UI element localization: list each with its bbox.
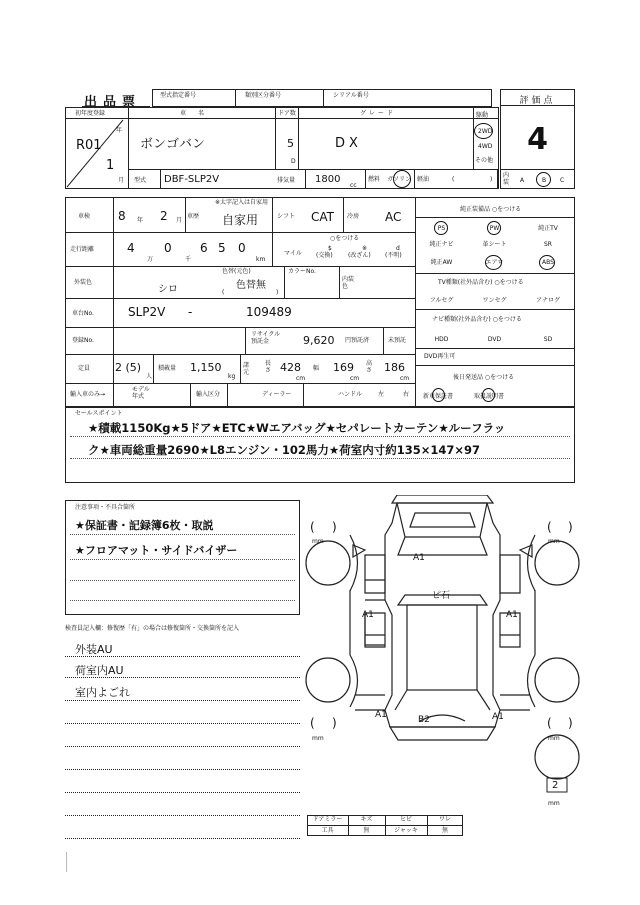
meter-b: ※ <box>362 245 368 252</box>
spare-mm: mm <box>548 800 560 807</box>
import-label: 輸入車のみ→ <box>70 391 106 398</box>
displacement-value: 1800 <box>315 174 341 185</box>
meter-c-label: (不明) <box>385 252 402 259</box>
car-name-label: 車 名 <box>180 110 208 117</box>
doors-label: ドア数 <box>278 110 296 117</box>
drive-2wd: 2WD <box>478 128 493 135</box>
recycle-value: 9,620 <box>303 334 335 347</box>
car-damage-diagram <box>305 495 580 815</box>
meter-a-label: (交換) <box>316 252 333 259</box>
chassis-label: 車台No. <box>72 310 94 317</box>
paren-open: ( <box>222 289 225 296</box>
width-value: 169 <box>333 361 354 374</box>
doc-manual: 取扱説明書 <box>474 393 505 400</box>
first-reg-label: 初年度登録 <box>75 110 106 117</box>
tv-full: フルセグ <box>429 297 454 304</box>
unit-man: 万 <box>147 256 154 263</box>
docs-label: 後日発送品 ○をつける <box>453 374 515 381</box>
th-ware: ワレ <box>438 816 451 823</box>
interior-b-circle <box>536 172 551 187</box>
recycle-unit: 円預託済 <box>345 337 370 344</box>
chassis-dash: - <box>188 305 193 319</box>
sales-point-line1: ★積載1150Kg★5ドア★ETC★Wエアバッグ★セパレートカーテン★ルーフラッ <box>88 421 506 435</box>
navi-label: ナビ種類(社外品含む) ○をつける <box>432 316 522 323</box>
interior-c: C <box>560 177 565 184</box>
ps-circle <box>434 221 448 235</box>
spare-count: 2 <box>552 780 559 791</box>
length-unit: cm <box>296 375 306 382</box>
grade-value: DX <box>335 136 362 151</box>
drive-2wd-circle <box>474 123 493 139</box>
cc-unit: cc <box>350 182 357 189</box>
notes-line1: ★保証書・記録簿6枚・取説 <box>75 519 214 532</box>
diag-b2: B2 <box>418 715 430 725</box>
paren-close: ) <box>276 289 279 296</box>
mile-label: マイル <box>284 250 302 257</box>
color-no-label: カラーNo. <box>288 268 316 275</box>
score-value: 4 <box>527 122 548 157</box>
shift-label: シフト <box>277 213 296 220</box>
height-value: 186 <box>384 361 405 374</box>
td-tool-val: 無 <box>363 827 370 834</box>
mileage-digit-2: 0 <box>164 241 172 255</box>
doors-value: 5 <box>287 137 294 150</box>
equip-aero: エアロ <box>485 259 504 266</box>
capacity-label: 定員 <box>78 365 91 372</box>
drive-label: 駆動 <box>476 112 489 119</box>
chassis-no: 109489 <box>246 305 292 319</box>
first-reg-month: 1 <box>106 158 115 173</box>
tire-rl-mm: mm <box>312 735 324 742</box>
length-value: 428 <box>280 361 301 374</box>
import-kind-label: 輸入区分 <box>196 391 221 398</box>
month-suffix: 月 <box>118 177 125 184</box>
tire-fl-mm: mm <box>312 538 324 545</box>
tire-rl-open: ( <box>310 716 315 730</box>
chassis-prefix: SLP2V <box>128 305 166 319</box>
diag-a1-right: A1 <box>506 610 518 620</box>
drive-4wd: 4WD <box>478 143 493 150</box>
usage-value: 自家用 <box>222 213 259 227</box>
navi-sd: SD <box>543 336 553 343</box>
sales-point-label: セールスポイント <box>75 410 123 417</box>
tire-rr-mm: mm <box>548 735 560 742</box>
sales-point-line2: ク★車両総重量2690★L8エンジン・102馬力★荷室内寸約135×147×97 <box>88 443 480 457</box>
wheel-label: ハンドル <box>338 391 363 398</box>
tire-fl-open: ( <box>310 520 315 534</box>
usage-note: ※太字記入は自家用 <box>215 199 269 206</box>
equip-navi: 純正ナビ <box>429 241 454 248</box>
mileage-digit-3: 6 <box>200 241 208 255</box>
wheel-left: 左 <box>378 391 385 398</box>
aircon-label: 冷房 <box>347 213 360 220</box>
diag-a1-rear-left: A1 <box>375 710 387 720</box>
mileage-digit-1: 4 <box>127 241 135 255</box>
navi-dvd: DVD <box>487 336 502 343</box>
fuel-label: 燃料 <box>368 176 381 183</box>
type-no-label: 型式指定番号 <box>160 92 197 99</box>
diag-a1-left: A1 <box>362 610 374 620</box>
load-value: 1,150 <box>190 361 222 374</box>
tire-rl-close: ) <box>332 716 337 730</box>
fuel-gas: ガソリン <box>387 176 412 183</box>
load-unit: kg <box>228 373 236 380</box>
interior-label: 内装 <box>503 172 510 186</box>
shift-value: CAT <box>311 210 334 224</box>
height-label: 高さ <box>366 360 373 374</box>
mileage-digit-4: 5 <box>218 241 226 255</box>
abs-circle <box>539 255 555 270</box>
disp-label: 排気量 <box>277 177 296 184</box>
drive-other: その他 <box>475 157 494 164</box>
shaken-month-unit: 月 <box>176 217 183 224</box>
diag-pitch: ピ石 <box>432 591 451 601</box>
dims-label: 諸元 <box>243 362 250 376</box>
equip-leather: 革シート <box>482 241 507 248</box>
model-label: 型式 <box>134 177 147 184</box>
td-jack-val: 無 <box>441 827 448 834</box>
height-unit: cm <box>400 375 410 382</box>
interior-a: A <box>520 177 525 184</box>
load-label: 積載量 <box>158 365 177 372</box>
length-label: 長さ <box>265 360 272 374</box>
first-reg-value: R01 <box>76 138 102 153</box>
aircon-value: AC <box>385 210 402 224</box>
shaken-year-unit: 年 <box>137 217 144 224</box>
form-title: 出品票 <box>84 95 142 110</box>
inspector-line2: 荷室内AU <box>75 664 124 677</box>
tire-fr-close: ) <box>568 520 573 534</box>
pw-circle <box>487 221 501 235</box>
inspector-line1: 外装AU <box>75 643 113 656</box>
width-label: 幅 <box>313 365 320 372</box>
shaken-label: 車検 <box>78 213 91 220</box>
equip-ps: PS <box>437 225 446 232</box>
grade-label: グレード <box>360 110 397 117</box>
color-label: 外装色 <box>74 279 93 286</box>
notes-line2: ★フロアマット・サイドバイザー <box>75 544 238 557</box>
recycle-status: 未預託 <box>388 337 407 344</box>
capacity-value: 2 (5) <box>115 361 142 374</box>
width-unit: cm <box>350 375 360 382</box>
equip-aw: 純正AW <box>430 259 453 266</box>
meter-b-label: (改ざん) <box>348 252 371 259</box>
th-hibi: ヒビ <box>399 816 412 823</box>
score-label: 評価点 <box>519 96 556 106</box>
equip-abs: ABS <box>542 259 554 266</box>
inspector-label: 検査員記入欄：修復歴「有」の場合は修復箇所・交換箇所を記入 <box>65 625 240 632</box>
mileage-digit-5: 0 <box>238 241 246 255</box>
meter-a: $ <box>328 245 332 252</box>
tire-fr-mm: mm <box>548 538 560 545</box>
shaken-month: 2 <box>160 209 168 223</box>
tire-fr-open: ( <box>547 520 552 534</box>
navi-hdd: HDD <box>434 336 449 343</box>
tire-rr-open: ( <box>547 716 552 730</box>
interior-b: B <box>542 177 547 184</box>
serial-label: シリアル番号 <box>333 92 369 99</box>
td-jack: ジャッキ <box>394 827 418 834</box>
tv-one: ワンセグ <box>482 297 507 304</box>
warranty-circle <box>432 388 445 402</box>
color-change-value: 色替無 <box>236 280 266 291</box>
class-no-label: 類別区分番号 <box>245 92 282 99</box>
meter-circle-note: ○をつける <box>330 235 360 242</box>
manual-circle <box>482 388 495 402</box>
header-number-row <box>152 89 492 107</box>
reg-no-label: 登録No. <box>72 337 94 344</box>
meter-c: d <box>396 245 400 252</box>
th-kizu: キズ <box>360 816 373 823</box>
equip-sr: SR <box>544 241 552 248</box>
genuine-label: 純正装備品 ○をつける <box>460 206 522 213</box>
equip-pw: PW <box>489 225 500 232</box>
model-value: DBF-SLP2V <box>164 174 220 185</box>
diag-a1-rear-right: A1 <box>492 712 504 722</box>
th-mirror: ドアミラー <box>312 816 343 823</box>
recycle-label: リサイクル 預託金 <box>251 331 281 345</box>
fuel-light: 軽油 <box>417 176 430 183</box>
tv-label: TV種類(社外品含む) ○をつける <box>438 279 524 286</box>
fuel-close: ) <box>490 176 493 183</box>
inspector-line3: 室内よごれ <box>75 686 130 699</box>
aero-circle <box>485 255 502 270</box>
fuel-gas-circle <box>393 170 411 188</box>
diag-a1-front: A1 <box>413 553 425 563</box>
car-name-value: ボンゴバン <box>140 137 206 152</box>
shaken-year: 8 <box>118 209 126 223</box>
color-value: シロ <box>158 284 178 295</box>
color-change-label: 色替(元色) <box>222 268 251 275</box>
td-tool: 工具 <box>321 827 334 834</box>
door-unit: D <box>291 158 296 165</box>
fuel-open: ( <box>452 176 455 183</box>
dvd-label: DVD再生可 <box>424 353 456 360</box>
doc-warranty: 新車保証書 <box>423 393 454 400</box>
unit-km: km <box>256 256 266 263</box>
interior-color-label: 内装色 <box>342 276 355 290</box>
model-year-label: モデル 年式 <box>132 386 150 400</box>
shareki-label: 車歴 <box>187 213 200 220</box>
capacity-unit: 人 <box>146 373 153 380</box>
unit-sen: 千 <box>185 256 192 263</box>
year-suffix: 年 <box>116 127 123 134</box>
equip-tv: 純正TV <box>538 225 558 232</box>
mileage-label: 走行距離 <box>70 246 95 253</box>
wheel-right: 右 <box>403 391 410 398</box>
notes-label: 注意事項・不具合箇所 <box>75 504 136 511</box>
tire-rr-close: ) <box>568 716 573 730</box>
tire-fl-close: ) <box>332 520 337 534</box>
tv-analog: アナログ <box>535 297 560 304</box>
dealer-label: ディーラー <box>262 391 292 398</box>
